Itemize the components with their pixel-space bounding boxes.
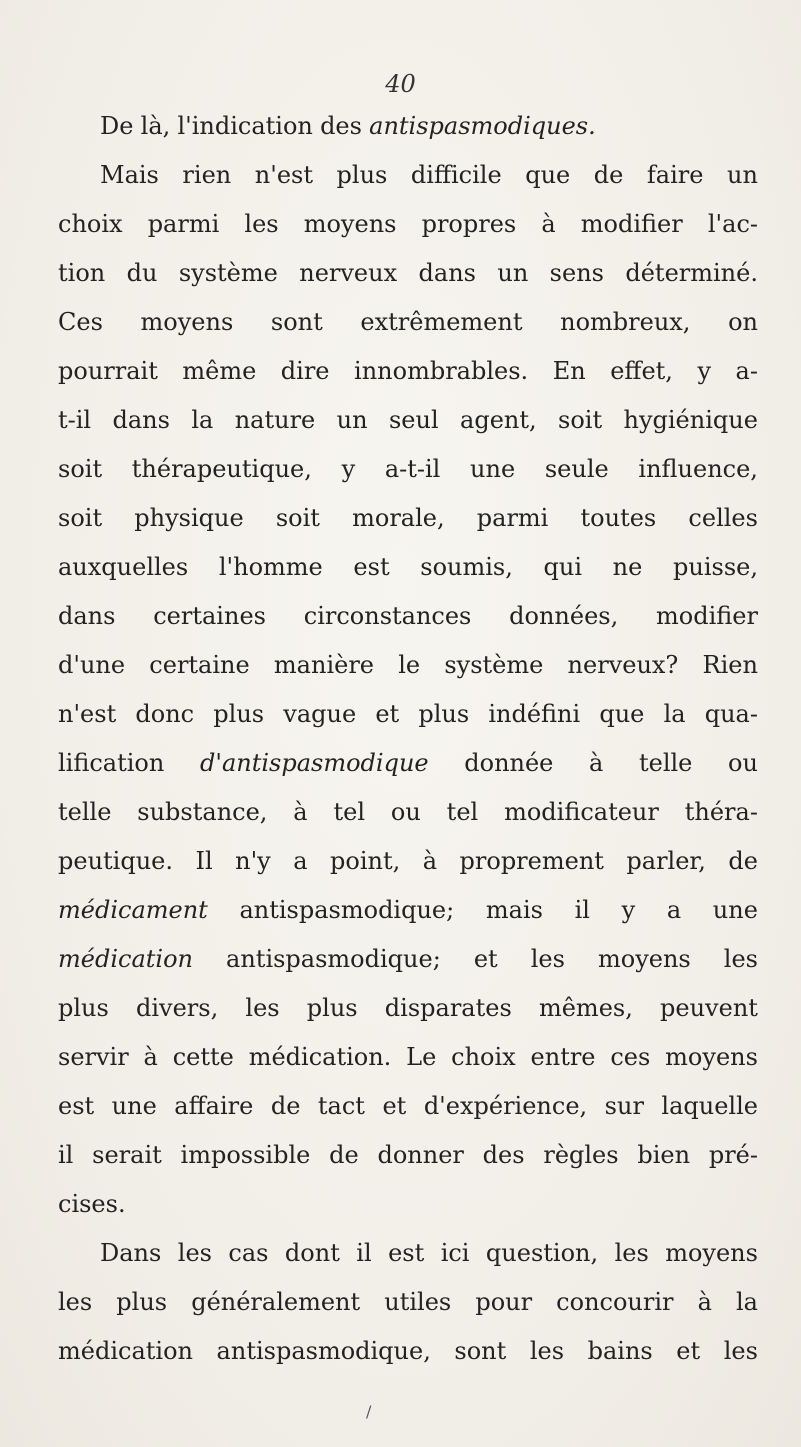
word: dire — [280, 357, 330, 385]
word: pourrait — [58, 357, 158, 385]
word: n'est — [254, 161, 313, 189]
word: puisse, — [673, 553, 758, 581]
word: nerveux — [299, 259, 398, 287]
word: t-il — [58, 406, 92, 434]
word: un — [727, 161, 758, 189]
word: on — [728, 308, 758, 336]
word: de — [329, 1141, 359, 1169]
word: l'ac- — [707, 210, 758, 238]
word: morale, — [352, 504, 445, 532]
word: innombrables. — [354, 357, 529, 385]
page-number: 40 — [385, 70, 416, 98]
word: qui — [543, 553, 583, 581]
word: et — [375, 700, 400, 728]
word: cises. — [58, 1190, 126, 1218]
word: telle — [58, 798, 112, 826]
word: les — [177, 1239, 212, 1267]
text-line — [58, 1278, 758, 1327]
text-line — [58, 690, 758, 739]
word: médication — [58, 1337, 193, 1365]
word: tact — [317, 1092, 365, 1120]
word: les — [530, 945, 565, 973]
word: cas — [228, 1239, 269, 1267]
word: une — [712, 896, 758, 924]
word: à — [697, 1288, 712, 1316]
word: les — [614, 1239, 649, 1267]
word: il — [574, 896, 590, 924]
word: dont — [284, 1239, 340, 1267]
word: a — [293, 847, 308, 875]
text-line — [58, 396, 758, 445]
word: moyens — [140, 308, 234, 336]
word: choix — [58, 210, 123, 238]
word: et — [676, 1337, 701, 1365]
word: donc — [135, 700, 195, 728]
text-line — [58, 200, 758, 249]
word: seule — [544, 455, 609, 483]
text-line — [58, 1033, 758, 1082]
word: tion — [58, 259, 106, 287]
word: pour — [475, 1288, 533, 1316]
word: antispasmodique, — [216, 1337, 431, 1365]
word: à — [422, 847, 438, 875]
word: est — [58, 1092, 95, 1120]
word: pré- — [708, 1141, 758, 1169]
word: cette — [172, 1043, 234, 1071]
word: d'expérience, — [423, 1092, 588, 1120]
word: soit — [558, 406, 603, 434]
word: indéfini — [488, 700, 581, 728]
word: influence, — [638, 455, 758, 483]
word: ou — [390, 798, 421, 826]
word: nombreux, — [560, 308, 691, 336]
word: soumis, — [420, 553, 513, 581]
text-line — [58, 494, 758, 543]
word: que — [525, 161, 571, 189]
word: ces — [610, 1043, 651, 1071]
word: De — [100, 112, 134, 140]
word: il — [58, 1141, 74, 1169]
text-line — [58, 837, 758, 886]
word: antispasmodiques. — [369, 112, 596, 140]
word: effet, — [610, 357, 673, 385]
word: n'est — [58, 700, 117, 728]
word: à — [143, 1043, 158, 1071]
word: à — [541, 210, 556, 238]
word: les — [529, 1337, 565, 1365]
text-line — [58, 984, 758, 1033]
word: de — [593, 161, 624, 189]
word: généralement — [191, 1288, 361, 1316]
word: agent, — [460, 406, 537, 434]
word: sont — [454, 1337, 507, 1365]
word: nature — [234, 406, 316, 434]
word: faire — [646, 161, 704, 189]
word: y — [697, 357, 711, 385]
word: a-t-il — [384, 455, 441, 483]
word: vague — [283, 700, 357, 728]
word: circonstances — [303, 602, 472, 630]
word: Rien — [702, 651, 758, 679]
word: rien — [182, 161, 232, 189]
word: médication — [58, 945, 193, 973]
word: sur — [604, 1092, 644, 1120]
word: une — [470, 455, 516, 483]
word: donner — [377, 1141, 464, 1169]
word: plus — [213, 700, 265, 728]
word: est — [388, 1239, 425, 1267]
word: Dans — [100, 1239, 162, 1267]
body-text — [58, 102, 758, 1376]
text-line — [58, 1180, 758, 1229]
word: que — [599, 700, 645, 728]
word: médicament — [58, 896, 208, 924]
word: En — [552, 357, 586, 385]
text-line — [58, 1229, 758, 1278]
word: soit — [58, 455, 103, 483]
word: mêmes, — [538, 994, 633, 1022]
text-line — [58, 1327, 758, 1376]
word: plus — [418, 700, 470, 728]
word: dans — [58, 602, 116, 630]
word: modificateur — [504, 798, 659, 826]
word: concourir — [556, 1288, 674, 1316]
word: laquelle — [661, 1092, 758, 1120]
word: un — [336, 406, 368, 434]
word: antispasmodique; — [239, 896, 455, 924]
word: certaines — [153, 602, 266, 630]
word: à — [589, 749, 604, 777]
word: bains — [587, 1337, 653, 1365]
word: moyens — [665, 1239, 758, 1267]
word: déterminé. — [625, 259, 758, 287]
word: médication. — [248, 1043, 392, 1071]
text-line — [58, 788, 758, 837]
word: système — [178, 259, 278, 287]
word: certaine — [149, 651, 250, 679]
word: plus — [336, 161, 388, 189]
word: parler, — [626, 847, 706, 875]
word: moyens — [303, 210, 397, 238]
word: l'indication — [177, 112, 313, 140]
word: auxquelles — [58, 553, 189, 581]
word: il — [356, 1239, 372, 1267]
word: de — [270, 1092, 301, 1120]
word: moyens — [665, 1043, 758, 1071]
word: les — [723, 1337, 758, 1365]
word: les — [244, 210, 279, 238]
word: les — [58, 1288, 93, 1316]
word: Mais — [100, 161, 159, 189]
word: les — [245, 994, 280, 1022]
word: ici — [440, 1239, 470, 1267]
word: d'antispasmodique — [199, 749, 429, 777]
text-line — [58, 298, 758, 347]
word: soit — [58, 504, 103, 532]
word: théra- — [684, 798, 758, 826]
word: extrêmement — [360, 308, 523, 336]
word: point, — [330, 847, 401, 875]
word: impossible — [180, 1141, 311, 1169]
word: y — [621, 896, 636, 924]
text-line — [58, 1131, 758, 1180]
word: dans — [418, 259, 476, 287]
word: sens — [549, 259, 604, 287]
word: et — [382, 1092, 407, 1120]
word: du — [126, 259, 158, 287]
word: entre — [530, 1043, 596, 1071]
word: question, — [485, 1239, 599, 1267]
word: a — [666, 896, 682, 924]
word: n'y — [235, 847, 271, 875]
word: hygiénique — [623, 406, 758, 434]
word: plus — [306, 994, 358, 1022]
word: règles — [543, 1141, 619, 1169]
word: tel — [446, 798, 479, 826]
word: moyens — [597, 945, 691, 973]
word: Il — [195, 847, 213, 875]
text-line — [58, 102, 758, 151]
word: données, — [509, 602, 619, 630]
word: celles — [688, 504, 758, 532]
word: un — [497, 259, 529, 287]
word: divers, — [136, 994, 219, 1022]
word: est — [353, 553, 390, 581]
word: les — [723, 945, 758, 973]
word: là, — [140, 112, 171, 140]
word: dans — [112, 406, 170, 434]
text-line — [58, 347, 758, 396]
word: la — [736, 1288, 758, 1316]
word: substance, — [137, 798, 268, 826]
word: ou — [728, 749, 758, 777]
word: disparates — [384, 994, 512, 1022]
word: la — [191, 406, 214, 434]
text-line — [58, 935, 758, 984]
word: même — [182, 357, 257, 385]
word: de — [728, 847, 758, 875]
word: antispasmodique; — [226, 945, 441, 973]
word: difficile — [410, 161, 502, 189]
text-line — [58, 1082, 758, 1131]
text-line — [58, 739, 758, 788]
word: parmi — [147, 210, 220, 238]
word: servir — [58, 1043, 129, 1071]
word: la — [663, 700, 686, 728]
word: à — [293, 798, 308, 826]
text-line — [58, 543, 758, 592]
word: l'homme — [218, 553, 323, 581]
word: affaire — [174, 1092, 254, 1120]
word: telle — [638, 749, 693, 777]
word: bien — [637, 1141, 691, 1169]
word: Le — [406, 1043, 437, 1071]
word: des — [482, 1141, 525, 1169]
word: tel — [333, 798, 366, 826]
word: peutique. — [58, 847, 173, 875]
text-line — [58, 886, 758, 935]
word: mais — [485, 896, 543, 924]
word: serait — [92, 1141, 162, 1169]
text-line — [58, 445, 758, 494]
word: peuvent — [660, 994, 758, 1022]
word: toutes — [580, 504, 657, 532]
text-line — [58, 641, 758, 690]
word: ne — [612, 553, 643, 581]
word: thérapeutique, — [131, 455, 312, 483]
word: utiles — [384, 1288, 452, 1316]
word: d'une — [58, 651, 126, 679]
word: plus — [58, 994, 109, 1022]
word: et — [473, 945, 498, 973]
word: manière — [273, 651, 374, 679]
word: soit — [275, 504, 320, 532]
word: y — [341, 455, 356, 483]
word: le — [398, 651, 421, 679]
word: lification — [58, 749, 165, 777]
word: propres — [421, 210, 517, 238]
word: parmi — [476, 504, 549, 532]
word: système — [444, 651, 544, 679]
word: qua- — [704, 700, 758, 728]
word: seul — [388, 406, 439, 434]
word: donnée — [464, 749, 554, 777]
word: modifier — [656, 602, 758, 630]
text-line — [58, 249, 758, 298]
word: nerveux? — [567, 651, 679, 679]
text-line — [58, 151, 758, 200]
word: plus — [116, 1288, 168, 1316]
word: physique — [134, 504, 244, 532]
word: modifier — [580, 210, 683, 238]
word: a- — [735, 357, 758, 385]
stray-ink-mark: / — [366, 1402, 372, 1421]
word: une — [111, 1092, 157, 1120]
text-line — [58, 592, 758, 641]
word: choix — [451, 1043, 516, 1071]
word: Ces — [58, 308, 103, 336]
word: proprement — [459, 847, 604, 875]
word: sont — [270, 308, 323, 336]
word: des — [320, 112, 362, 140]
